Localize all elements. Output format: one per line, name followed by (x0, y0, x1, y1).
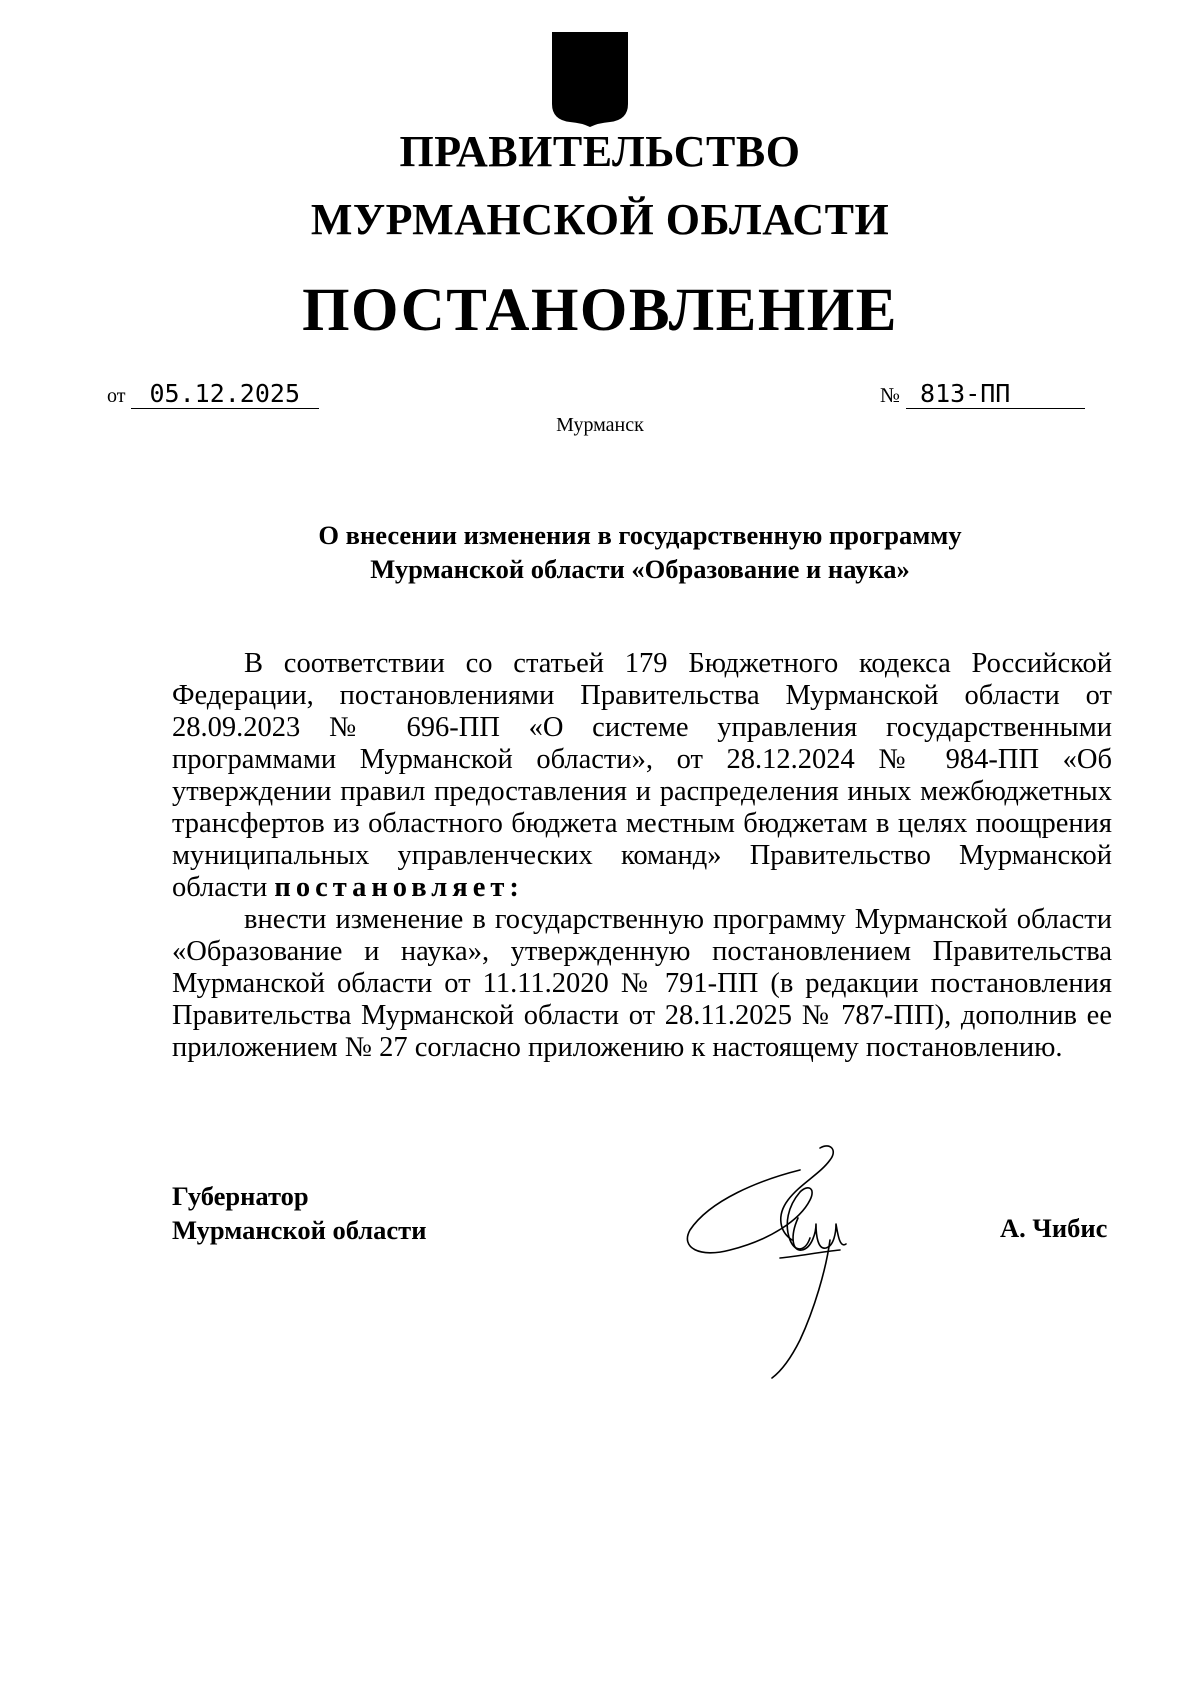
signatory-name: А. Чибис (1000, 1213, 1108, 1243)
number-field (880, 380, 1085, 409)
body-paragraph-1-text: В соответствии со статьей 179 Бюджетного кодекса Российской Федерации, постановлениями Правительства Мурманской области от 28.09.2023 № 696-ПП «О системе управления государственными программами Мурманской области», от 28.12.2024 № 984-ПП «Об утверждении правил предоставления и распределения иных межбюджетных трансфертов из областного бюджета местным бюджетам в целях поощрения муниципальных управленческих команд» Правительство Мурманской области (172, 648, 1112, 903)
organization-name-line2: МУРМАНСКОЙ ОБЛАСТИ (310, 195, 890, 244)
date-label: от (107, 385, 126, 407)
decision-word: постановляет: (274, 872, 524, 903)
body-paragraph-1 (172, 648, 1112, 904)
signatory-position-line1: Губернатор (172, 1181, 309, 1211)
signatory-position-line2: Мурманской области (172, 1215, 427, 1245)
handwritten-signature (680, 1140, 910, 1380)
subject-line1: О внесении изменения в государственную программу (318, 520, 962, 550)
body-paragraph-2: внести изменение в государственную программу Мурманской области «Образование и наука», утвержденную постановлением Правительства Мурманской области от 11.11.2020 № 791-ПП (в редакции постановления Правительства Мурманской области от 28.11.2025 № 787-ПП), дополнив ее приложением № 27 согласно приложению к настоящему постановлению. (172, 904, 1112, 1063)
date-field (107, 380, 319, 409)
document-subject (200, 518, 1080, 586)
signatory-position (172, 1179, 426, 1247)
city-name: Мурманск (556, 414, 644, 436)
document-body (172, 648, 1112, 1064)
number-value: 813-ПП (906, 380, 1085, 409)
subject-line2: Мурманской области «Образование и наука» (370, 554, 910, 584)
date-value: 05.12.2025 (131, 380, 319, 409)
number-label: № (880, 383, 901, 407)
coat-of-arms-icon (550, 30, 630, 128)
organization-name-line1: ПРАВИТЕЛЬСТВО (399, 127, 801, 176)
document-type-title: ПОСТАНОВЛЕНИЕ (302, 277, 898, 344)
